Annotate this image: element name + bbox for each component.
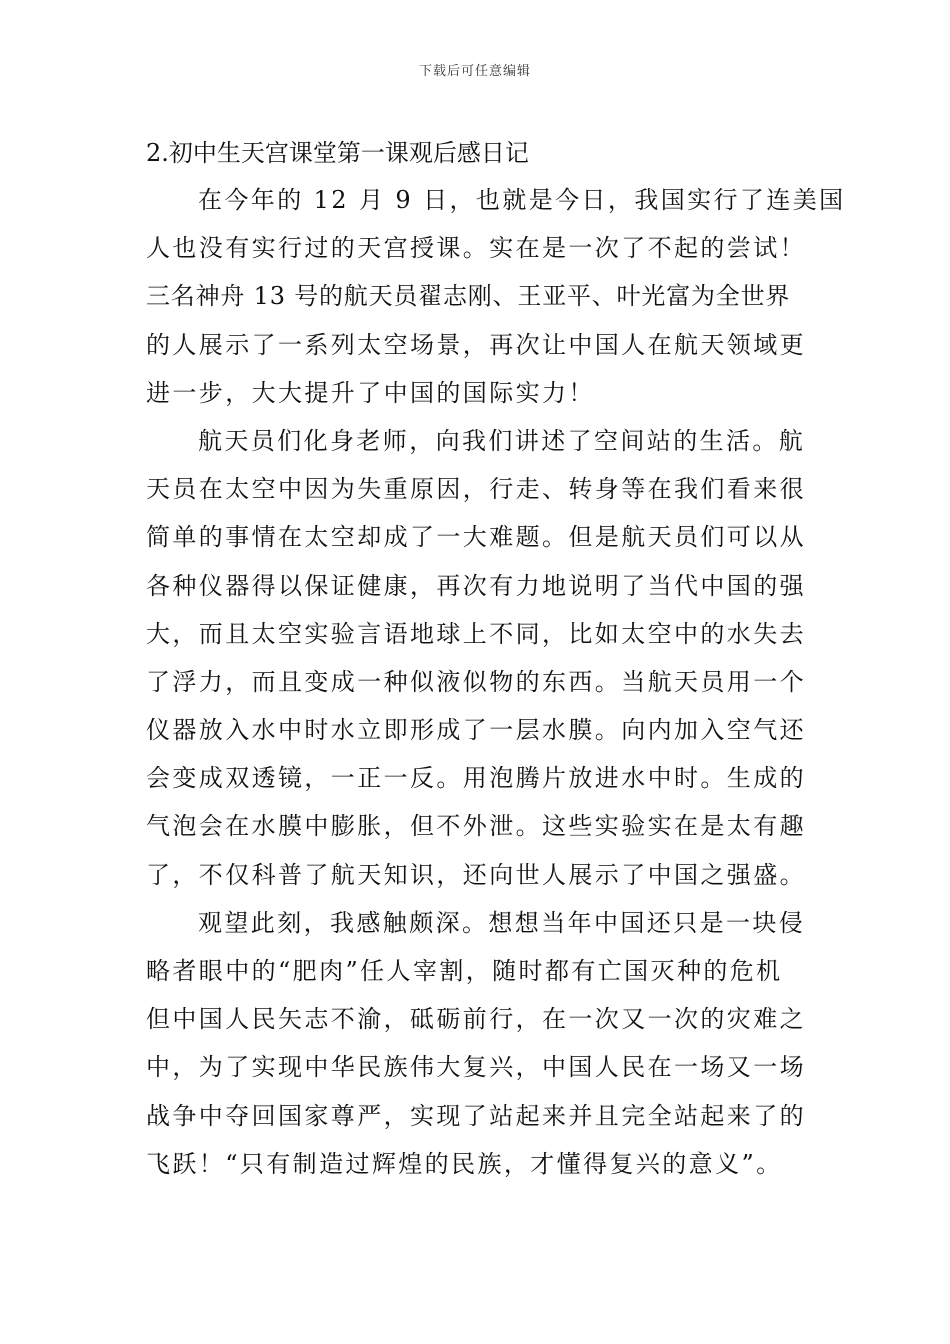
- paragraph-line: 大，而且太空实验言语地球上不同，比如太空中的水失去: [146, 619, 806, 648]
- paragraph-3: [146, 899, 810, 1188]
- document-title: 2.初中生天宫课堂第一课观后感日记: [146, 139, 529, 167]
- paragraph-line: 仪器放入水中时水立即形成了一层水膜。向内加入空气还: [146, 716, 806, 745]
- paragraph-line: 了浮力，而且变成一种似液似物的东西。当航天员用一个: [146, 667, 806, 696]
- paragraph-line: 进一步，大大提升了中国的国际实力！: [146, 378, 595, 407]
- paragraph-line: 天员在太空中因为失重原因，行走、转身等在我们看来很: [146, 475, 806, 504]
- paragraph-line: 气泡会在水膜中膨胀，但不外泄。这些实验实在是太有趣: [146, 812, 806, 841]
- paragraph-line: 航天员们化身老师，向我们讲述了空间站的生活。航: [198, 426, 806, 455]
- paragraph-line: 了，不仅科普了航天知识，还向世人展示了中国之强盛。: [146, 860, 806, 889]
- paragraph-line: 战争中夺回国家尊严，实现了站起来并且完全站起来了的: [146, 1101, 806, 1130]
- paragraph-line: 略者眼中的“肥肉”任人宰割，随时都有亡国灭种的危机: [146, 957, 783, 985]
- paragraph-line: 中，为了实现中华民族伟大复兴，中国人民在一场又一场: [146, 1053, 806, 1082]
- paragraph-line: 会变成双透镜，一正一反。用泡腾片放进水中时。生成的: [146, 764, 806, 793]
- paragraph-line: 各种仪器得以保证健康，再次有力地说明了当代中国的强: [146, 571, 806, 600]
- paragraph-line: 观望此刻，我感触颇深。想想当年中国还只是一块侵: [198, 908, 806, 937]
- paragraph-2: [146, 417, 810, 899]
- header-note: 下载后可任意编辑: [418, 64, 531, 79]
- paragraph-1: [146, 176, 846, 417]
- paragraph-line: 简单的事情在太空却成了一大难题。但是航天员们可以从: [146, 523, 806, 552]
- paragraph-line: 的人展示了一系列太空场景，再次让中国人在航天领域更: [146, 330, 806, 359]
- paragraph-line: 三名神舟 13 号的航天员翟志刚、王亚平、叶光富为全世界: [146, 282, 791, 311]
- document-body: [146, 130, 846, 1188]
- paragraph-line: 但中国人民矢志不渝，砥砺前行，在一次又一次的灾难之: [146, 1005, 806, 1034]
- paragraph-line: 飞跃！“只有制造过辉煌的民族，才懂得复兴的意义”。: [146, 1149, 783, 1178]
- paragraph-line: 人也没有实行过的天宫授课。实在是一次了不起的尝试！: [146, 234, 806, 263]
- paragraph-line: 在今年的 12 月 9 日，也就是今日，我国实行了连美国: [198, 186, 846, 214]
